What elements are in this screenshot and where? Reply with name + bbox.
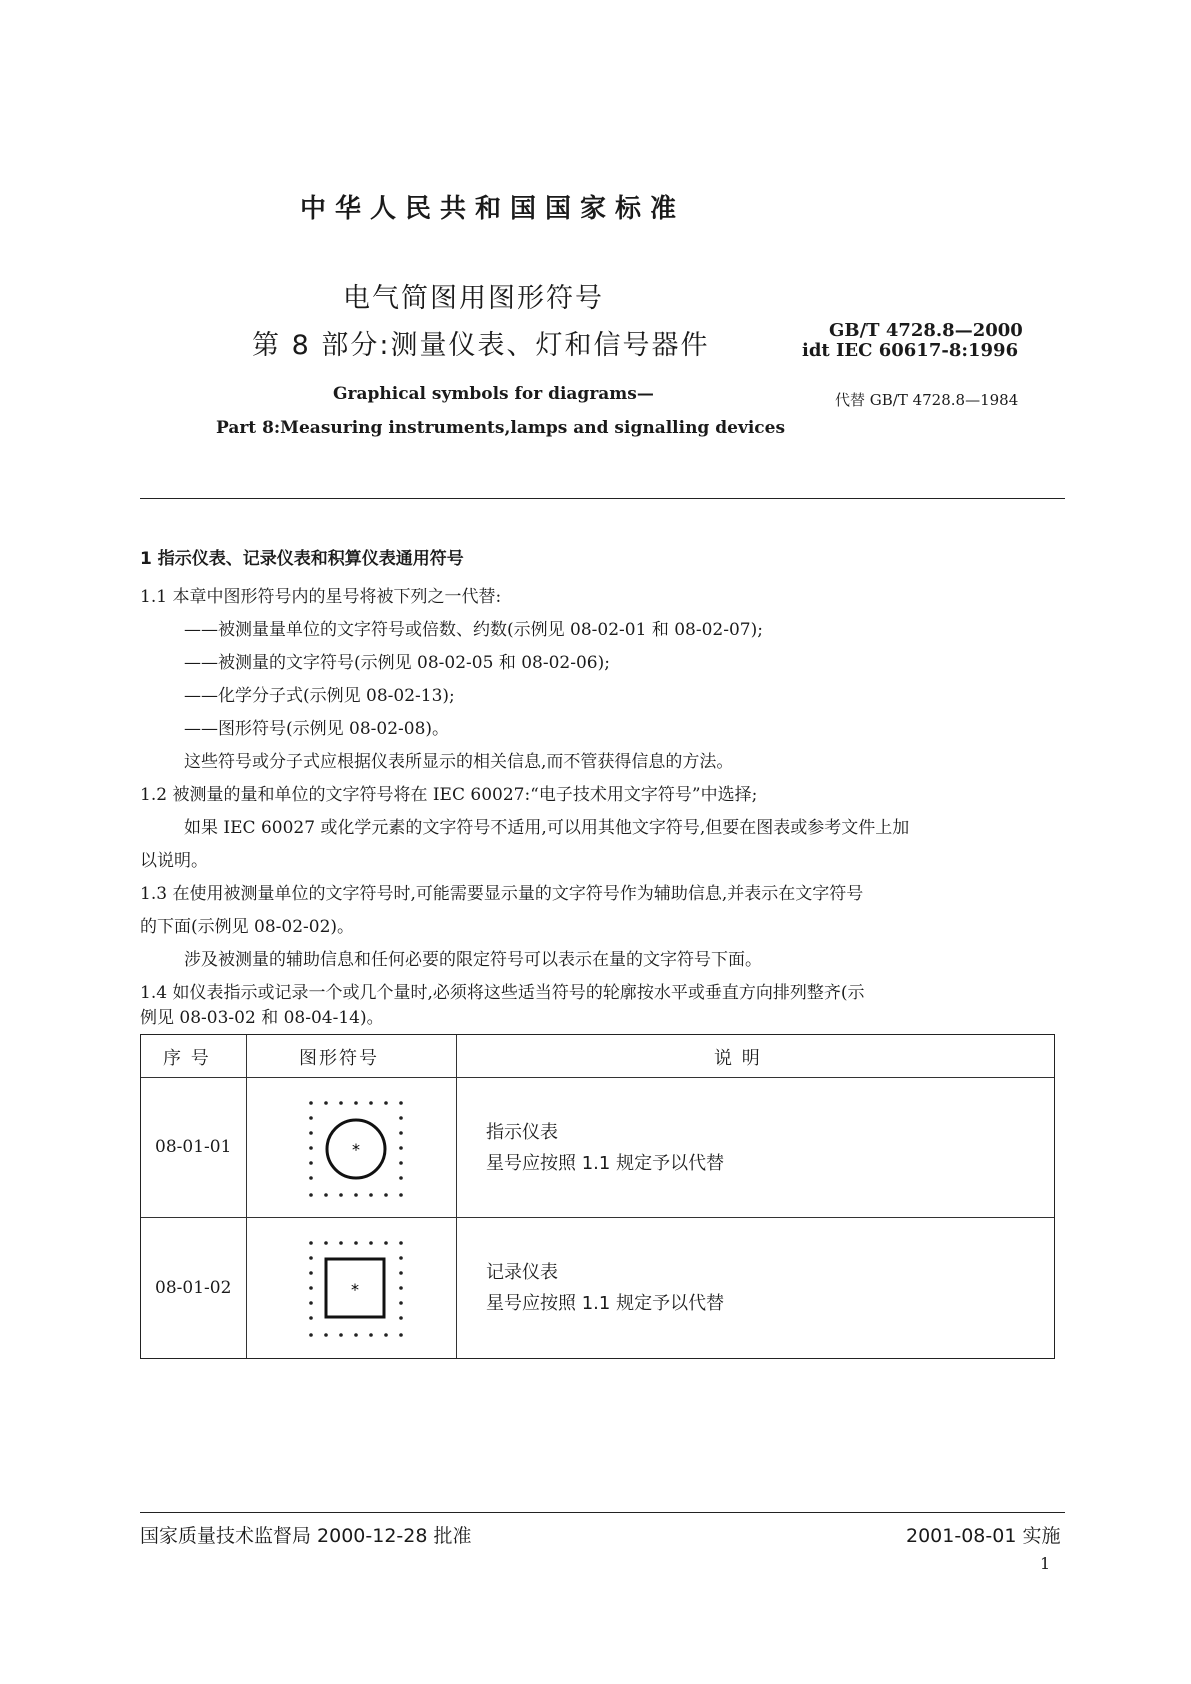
column-header-symbol: 图形符号 <box>299 1048 379 1069</box>
clause-1-2-line-3: 以说明。 <box>140 851 208 871</box>
column-divider <box>456 1035 457 1358</box>
clause-1-1-item-4: ——图形符号(示例见 08-02-08)。 <box>184 719 450 739</box>
row-desc-title: 记录仪表 <box>486 1262 558 1283</box>
footer-divider <box>140 1512 1065 1513</box>
section-heading: 1 指示仪表、记录仪表和积算仪表通用符号 <box>140 549 464 569</box>
indicating-instrument-symbol <box>305 1097 409 1201</box>
table-row-seq: 08-01-02 <box>155 1278 232 1298</box>
clause-1-3-note: 涉及被测量的辅助信息和任何必要的限定符号可以表示在量的文字符号下面。 <box>184 950 762 970</box>
effective-date: 2001-08-01 实施 <box>906 1525 1061 1547</box>
placeholder-asterisk: * <box>352 1140 360 1159</box>
clause-1-1-item-2: ——被测量的文字符号(示例见 08-02-05 和 08-02-06); <box>184 653 610 673</box>
symbol-table <box>140 1034 1055 1359</box>
clause-1-1-note: 这些符号或分子式应根据仪表所显示的相关信息,而不管获得信息的方法。 <box>184 752 734 772</box>
header-divider <box>140 498 1065 499</box>
document-title: 电气简图用图形符号 <box>343 283 604 314</box>
row-divider <box>141 1217 1054 1218</box>
clause-1-1-item-3: ——化学分子式(示例见 08-02-13); <box>184 686 455 706</box>
row-desc-note: 星号应按照 1.1 规定予以代替 <box>486 1293 725 1314</box>
header-row-divider <box>141 1077 1054 1078</box>
clause-1-1: 1.1 本章中图形符号内的星号将被下列之一代替: <box>140 587 502 607</box>
standard-number: GB/T 4728.8—2000 <box>829 320 1023 341</box>
national-standard-title: 中华人民共和国国家标准 <box>300 194 686 224</box>
table-row-seq: 08-01-01 <box>155 1137 232 1157</box>
clause-1-4: 1.4 如仪表指示或记录一个或几个量时,必须将这些适当符号的轮廓按水平或垂直方向排列整齐(示 <box>140 983 865 1003</box>
identical-standard: idt IEC 60617-8:1996 <box>802 340 1019 361</box>
row-desc-title: 指示仪表 <box>486 1122 558 1143</box>
document-subtitle: 第 8 部分:测量仪表、灯和信号器件 <box>252 330 710 361</box>
placeholder-asterisk: * <box>351 1280 359 1299</box>
page-number: 1 <box>1040 1554 1051 1573</box>
clause-1-1-item-1: ——被测量量单位的文字符号或倍数、约数(示例见 08-02-01 和 08-02-07); <box>184 620 763 640</box>
column-header-seq: 序 号 <box>163 1048 211 1069</box>
clause-1-2: 1.2 被测量的量和单位的文字符号将在 IEC 60027:“电子技术用文字符号”中选择; <box>140 785 758 805</box>
english-title: Graphical symbols for diagrams— <box>333 384 654 404</box>
approval-date: 国家质量技术监督局 2000-12-28 批准 <box>140 1525 472 1547</box>
english-subtitle: Part 8:Measuring instruments,lamps and signalling devices <box>216 418 786 438</box>
clause-1-4-line-2: 例见 08-03-02 和 08-04-14)。 <box>140 1008 384 1028</box>
clause-1-3-line-2: 的下面(示例见 08-02-02)。 <box>140 917 355 937</box>
clause-1-2-line-2: 如果 IEC 60027 或化学元素的文字符号不适用,可以用其他文字符号,但要在图表或参考文件上加 <box>184 818 910 838</box>
clause-1-3: 1.3 在使用被测量单位的文字符号时,可能需要显示量的文字符号作为辅助信息,并表示在文字符号 <box>140 884 864 904</box>
replaces-standard: 代替 GB/T 4728.8—1984 <box>835 391 1019 409</box>
recording-instrument-symbol <box>305 1237 409 1341</box>
column-header-description: 说 明 <box>714 1048 762 1069</box>
column-divider <box>246 1035 247 1358</box>
row-desc-note: 星号应按照 1.1 规定予以代替 <box>486 1153 725 1174</box>
